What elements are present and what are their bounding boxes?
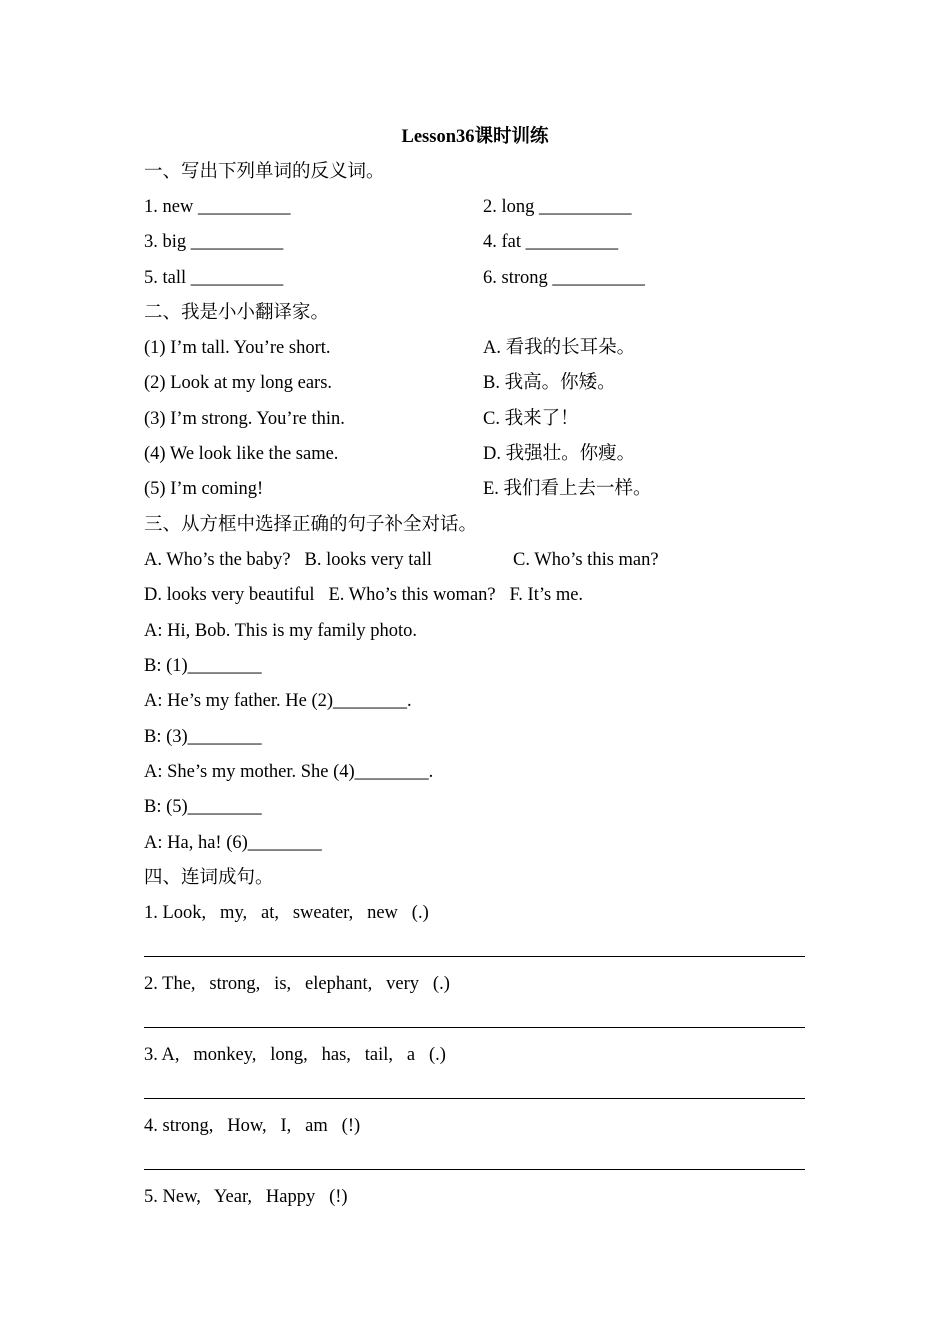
antonym-item-5: 5. tall __________ (144, 268, 284, 288)
answer-line-2 (144, 1027, 805, 1028)
reorder-item-1: 1. Look, my, at, sweater, new (.) (144, 903, 429, 923)
antonym-item-6: 6. strong __________ (483, 268, 645, 288)
section1-heading: 一、写出下列单词的反义词。 (144, 162, 385, 182)
antonym-item-1: 1. new __________ (144, 197, 291, 217)
translate-chinese-d: D. 我强壮。你瘦。 (483, 444, 636, 464)
reorder-item-3: 3. A, monkey, long, has, tail, a (.) (144, 1045, 446, 1065)
page-title: Lesson36课时训练 (401, 127, 549, 147)
antonym-item-3: 3. big __________ (144, 232, 284, 252)
options-row-2: D. looks very beautiful E. Who’s this woman? F. It’s me. (144, 585, 584, 605)
section2-heading: 二、我是小小翻译家。 (144, 303, 330, 323)
dialogue-line-3: A: He’s my father. He (2)________. (144, 691, 412, 711)
answer-line-3 (144, 1098, 805, 1099)
antonym-item-2: 2. long __________ (483, 197, 632, 217)
reorder-item-5: 5. New, Year, Happy (!) (144, 1187, 348, 1207)
options-row-1-c: C. Who’s this man? (513, 550, 659, 570)
dialogue-line-4: B: (3)________ (144, 727, 262, 747)
reorder-item-2: 2. The, strong, is, elephant, very (.) (144, 974, 450, 994)
dialogue-line-1: A: Hi, Bob. This is my family photo. (144, 621, 418, 641)
dialogue-line-5: A: She’s my mother. She (4)________. (144, 762, 434, 782)
section3-heading: 三、从方框中选择正确的句子补全对话。 (144, 515, 478, 535)
translate-chinese-b: B. 我高。你矮。 (483, 373, 616, 393)
antonym-item-4: 4. fat __________ (483, 232, 619, 252)
translate-english-5: (5) I’m coming! (144, 479, 264, 499)
translate-english-1: (1) I’m tall. You’re short. (144, 338, 331, 358)
dialogue-line-2: B: (1)________ (144, 656, 262, 676)
dialogue-line-7: A: Ha, ha! (6)________ (144, 833, 322, 853)
translate-english-4: (4) We look like the same. (144, 444, 339, 464)
dialogue-line-6: B: (5)________ (144, 797, 262, 817)
translate-chinese-e: E. 我们看上去一样。 (483, 479, 652, 499)
translate-english-2: (2) Look at my long ears. (144, 373, 333, 393)
answer-line-4 (144, 1169, 805, 1170)
options-row-1: A. Who’s the baby? B. looks very tall (144, 550, 432, 570)
reorder-item-4: 4. strong, How, I, am (!) (144, 1116, 361, 1136)
section4-heading: 四、连词成句。 (144, 868, 274, 888)
translate-english-3: (3) I’m strong. You’re thin. (144, 409, 345, 429)
translate-chinese-c: C. 我来了！ (483, 409, 579, 429)
translate-chinese-a: A. 看我的长耳朵。 (483, 338, 636, 358)
answer-line-1 (144, 956, 805, 957)
